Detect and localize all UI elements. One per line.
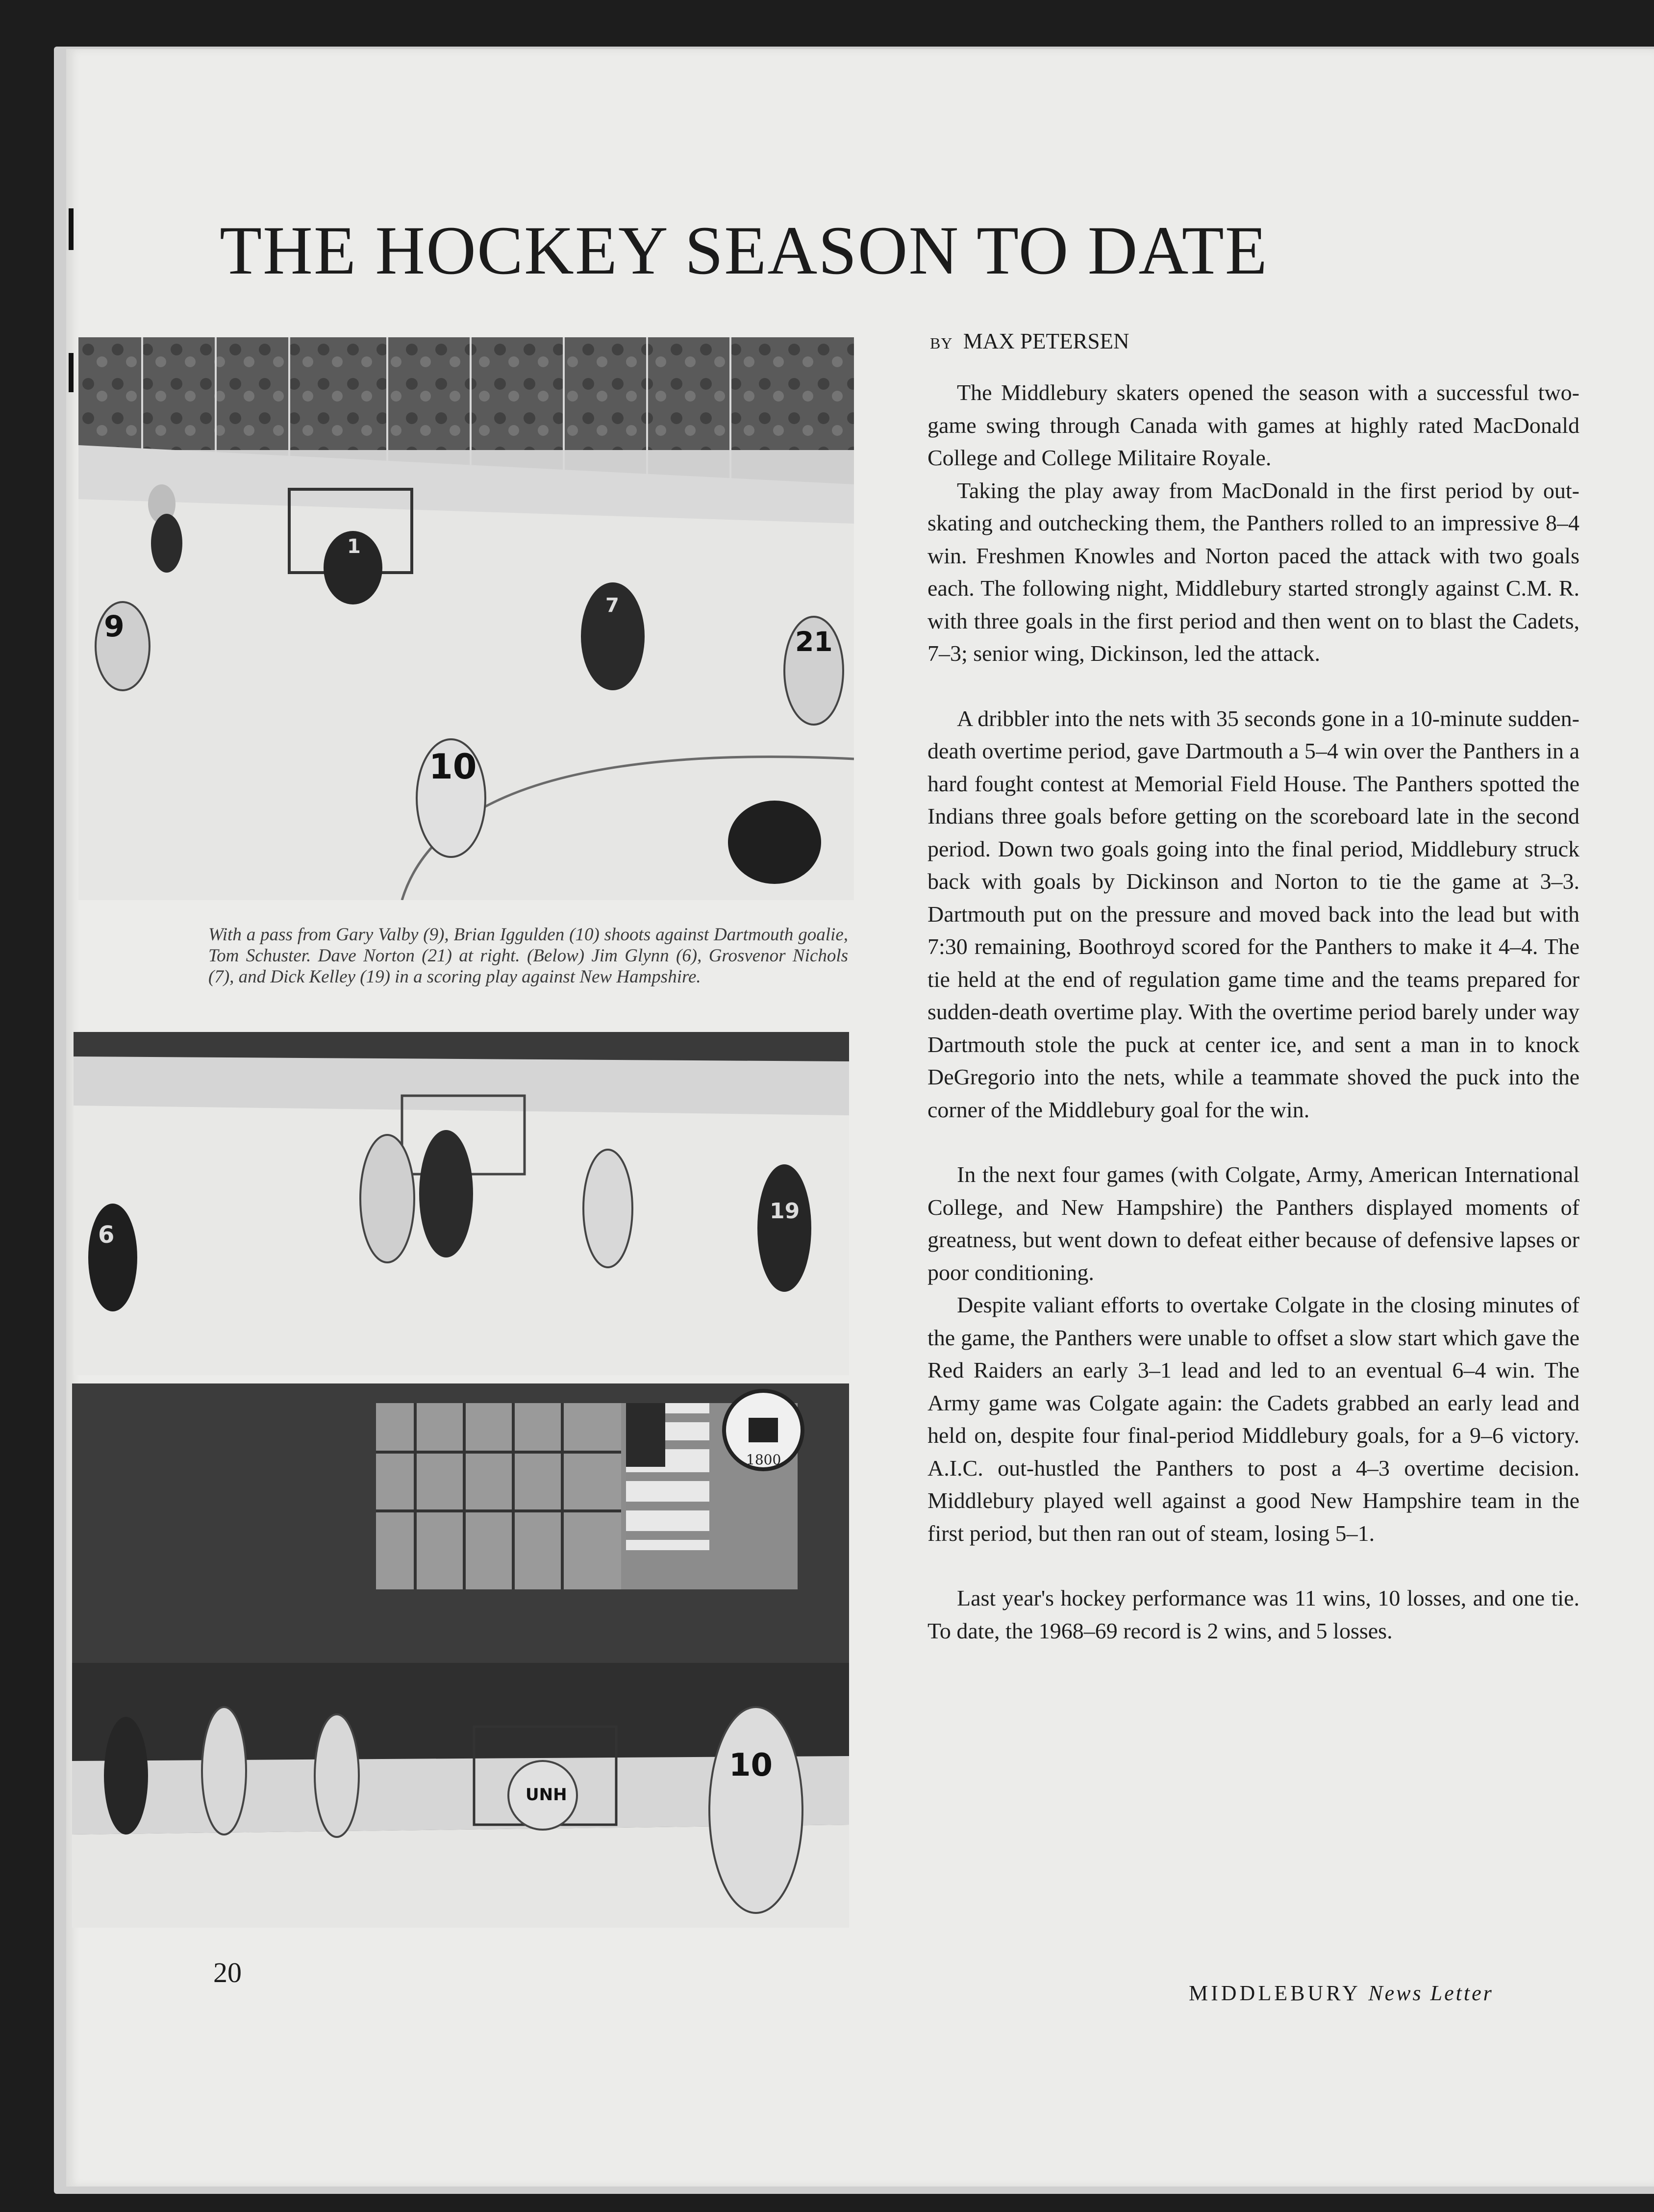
article-paragraph: A dribbler into the nets with 35 seconds gone in a 10-minute sudden-death overtime period, gave Dartmouth a 5–4 win over the Panthers in a hard fought contest at Memorial Field House. The Panthers spotted the Indians three goals before getting on the scoreboard late in the second period. Down two goals going into the final period, Middlebury struck back with goals by Dickinson and Norton to tie the game at 3–3. Dartmouth put on the pressure and moved back into the lead but with 7:30 remaining, Boothroyd scored for the Panthers to make it 4–4. The tie held at the end of regulation game time and the teams prepared for sudden-death overtime play. With the overtime period barely under way Dartmouth stole the puck at center ice, and sent a man in to knock DeGregorio into the nets, while a teammate shoved the puck into the corner of the Middlebury goal for the win. [927, 705, 1579, 1122]
byline [930, 328, 1129, 354]
photo-dartmouth-game-image [78, 337, 854, 900]
photo-dartmouth-game [78, 337, 854, 900]
photo-new-hampshire-scoring-image [74, 1032, 849, 1375]
article-paragraph: Last year's hockey performance was 11 wins, 10 losses, and one tie. To date, the 1968–69 record is 2 wins, and 5 losses. [927, 1585, 1579, 1643]
jersey-number: 6 [98, 1221, 115, 1249]
footer-publication: MIDDLEBURY [1189, 1981, 1360, 2005]
jersey-number: 21 [795, 626, 833, 657]
article-paragraph: Taking the play away from MacDonald in the first period by out-skating and outchecking them, the Panthers rolled to an impressive 8–4 win. Freshmen Knowles and Norton paced the attack with two goals each. The following night, Middlebury started strongly against C.M. R. with three goals in the first period and then went on to blast the Cadets, 7–3; senior wing, Dickinson, led the attack. [927, 478, 1579, 666]
seal-year: 1800 [746, 1452, 781, 1468]
byline-author: MAX PETERSEN [963, 329, 1129, 353]
jersey-number: 1 [347, 535, 361, 558]
footer-section: News Letter [1368, 1981, 1494, 2005]
article-paragraph: Despite valiant efforts to overtake Colgate in the closing minutes of the game, the Panthers were unable to offset a slow start which gave the Red Raiders an early 3–1 lead and led to an eventual 6–4 win. The Army game was Colgate again: the Cadets grabbed an early lead and held on, despite four final-period Middlebury goals, for a 9–6 victory. A.I.C. out-hustled the Panthers to post a 4–3 overtime decision. Middlebury played well against a good New Hampshire team in the first period, but then ran out of steam, losing 5–1. [927, 1292, 1579, 1546]
jersey-number: 9 [104, 609, 125, 644]
photo-arena-goal-play-image [72, 1383, 849, 1928]
article-title: THE HOCKEY SEASON TO DATE [220, 212, 1268, 289]
margin-mark [69, 208, 74, 250]
running-footer [1189, 1981, 1494, 2006]
byline-prefix: BY [930, 334, 953, 352]
jersey-number: 10 [429, 747, 477, 787]
photo-arena-goal-play [72, 1383, 849, 1928]
margin-mark [69, 353, 74, 392]
jersey-number: 7 [605, 594, 619, 617]
article-paragraph: In the next four games (with Colgate, Army, American International College, and New Hampshire) the Panthers displayed moments of greatness, but went down to defeat either because of defensive lapses or poor conditioning. [927, 1162, 1579, 1285]
article-body [927, 377, 1579, 1647]
photo-caption: With a pass from Gary Valby (9), Brian Iggulden (10) shoots against Dartmouth goalie, Tom Schuster. Dave Norton (21) at right. (Below) Jim Glynn (6), Grosvenor Nichols (7), and Dick Kelley (19) in a scoring play against New Hampshire. [208, 925, 848, 987]
jersey-text: UNH [526, 1785, 567, 1805]
article-paragraph: The Middlebury skaters opened the season with a successful two-game swing through Canada with games at highly rated MacDonald College and College Militaire Royale. [927, 380, 1579, 470]
photo-new-hampshire-scoring [74, 1032, 849, 1375]
jersey-number: 19 [770, 1199, 800, 1224]
jersey-number: 10 [729, 1747, 773, 1784]
page-number: 20 [213, 1957, 242, 1988]
